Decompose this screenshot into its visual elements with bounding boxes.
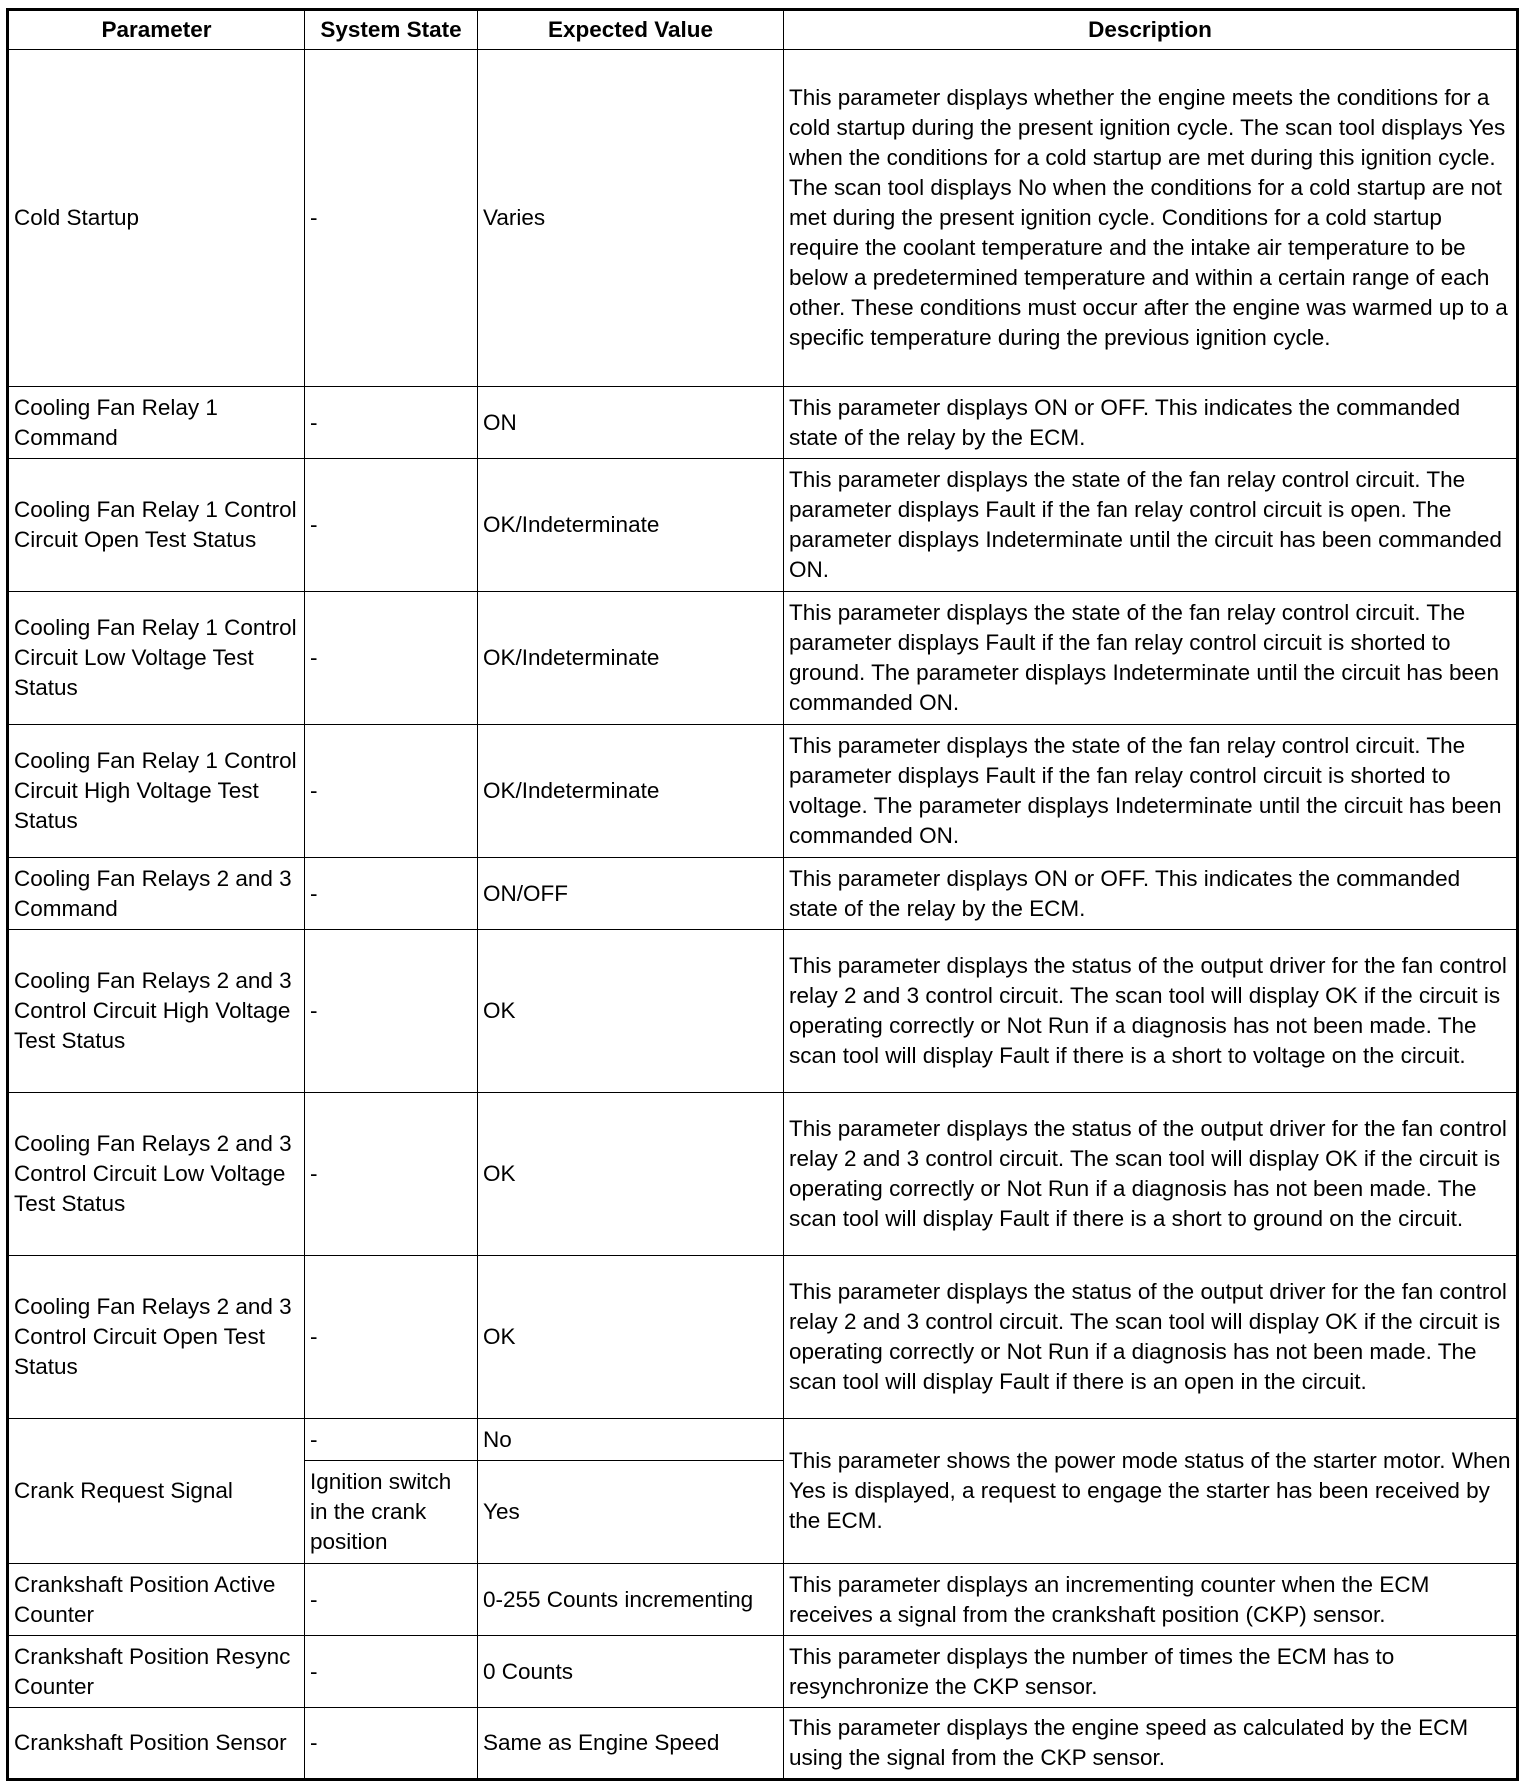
parameter-cell: Crank Request Signal (8, 1419, 305, 1564)
expected-value-cell: OK/Indeterminate (478, 592, 784, 725)
description-cell: This parameter displays the status of the output driver for the fan control relay 2 and 3 control circuit. The scan tool will display OK if the circuit is operating correctly or Not Run if a diagnosis has not been made. The scan tool will display Fault if there is a short to ground on the circuit. (784, 1093, 1518, 1256)
system-state-cell: - (305, 725, 478, 858)
parameter-cell: Crankshaft Position Sensor (8, 1708, 305, 1780)
description-cell: This parameter displays an incrementing counter when the ECM receives a signal from the crankshaft position (CKP) sensor. (784, 1564, 1518, 1636)
expected-value-cell: OK (478, 1256, 784, 1419)
system-state-cell: - (305, 1636, 478, 1708)
expected-value-cell: OK (478, 930, 784, 1093)
system-state-cell: - (305, 930, 478, 1093)
parameter-cell: Crankshaft Position Resync Counter (8, 1636, 305, 1708)
document-page (6, 8, 1519, 1781)
parameter-cell: Cooling Fan Relay 1 Control Circuit Low Voltage Test Status (8, 592, 305, 725)
parameter-cell: Cooling Fan Relays 2 and 3 Command (8, 858, 305, 930)
expected-value-cell: OK (478, 1093, 784, 1256)
parameter-cell: Cooling Fan Relays 2 and 3 Control Circuit High Voltage Test Status (8, 930, 305, 1093)
description-cell: This parameter displays the status of the output driver for the fan control relay 2 and 3 control circuit. The scan tool will display OK if the circuit is operating correctly or Not Run if a diagnosis has not been made. The scan tool will display Fault if there is an open in the circuit. (784, 1256, 1518, 1419)
expected-value-cell: OK/Indeterminate (478, 725, 784, 858)
table-row (8, 592, 1518, 725)
table-row (8, 1256, 1518, 1419)
system-state-cell: - (305, 50, 478, 387)
parameter-cell: Cooling Fan Relay 1 Command (8, 387, 305, 459)
description-cell: This parameter displays the status of the output driver for the fan control relay 2 and 3 control circuit. The scan tool will display OK if the circuit is operating correctly or Not Run if a diagnosis has not been made. The scan tool will display Fault if there is a short to voltage on the circuit. (784, 930, 1518, 1093)
expected-value-cell: Same as Engine Speed (478, 1708, 784, 1780)
expected-value-cell: Yes (478, 1461, 784, 1564)
header-description: Description (784, 10, 1518, 50)
parameter-table (6, 8, 1519, 1781)
system-state-cell: - (305, 592, 478, 725)
description-cell: This parameter displays the state of the fan relay control circuit. The parameter displays Fault if the fan relay control circuit is open. The parameter displays Indeterminate until the circuit has been commanded ON. (784, 459, 1518, 592)
table-row (8, 1708, 1518, 1780)
system-state-cell: - (305, 1708, 478, 1780)
parameter-cell: Cooling Fan Relays 2 and 3 Control Circuit Low Voltage Test Status (8, 1093, 305, 1256)
parameter-cell: Crankshaft Position Active Counter (8, 1564, 305, 1636)
expected-value-cell: 0 Counts (478, 1636, 784, 1708)
description-cell: This parameter displays the number of times the ECM has to resynchronize the CKP sensor. (784, 1636, 1518, 1708)
description-cell: This parameter displays ON or OFF. This indicates the commanded state of the relay by the ECM. (784, 858, 1518, 930)
description-cell: This parameter shows the power mode status of the starter motor. When Yes is displayed, a request to engage the starter has been received by the ECM. (784, 1419, 1518, 1564)
description-cell: This parameter displays the state of the fan relay control circuit. The parameter displays Fault if the fan relay control circuit is shorted to voltage. The parameter displays Indeterminate until the circuit has been commanded ON. (784, 725, 1518, 858)
system-state-cell: - (305, 459, 478, 592)
description-cell: This parameter displays the state of the fan relay control circuit. The parameter displays Fault if the fan relay control circuit is shorted to ground. The parameter displays Indeterminate until the circuit has been commanded ON. (784, 592, 1518, 725)
table-row (8, 459, 1518, 592)
expected-value-cell: Varies (478, 50, 784, 387)
expected-value-cell: No (478, 1419, 784, 1461)
system-state-cell: - (305, 387, 478, 459)
header-parameter: Parameter (8, 10, 305, 50)
system-state-cell: - (305, 1564, 478, 1636)
header-expected-value: Expected Value (478, 10, 784, 50)
system-state-cell: - (305, 1093, 478, 1256)
table-row (8, 1564, 1518, 1636)
header-system-state: System State (305, 10, 478, 50)
parameter-cell: Cooling Fan Relay 1 Control Circuit High Voltage Test Status (8, 725, 305, 858)
expected-value-cell: OK/Indeterminate (478, 459, 784, 592)
table-header-row (8, 10, 1518, 50)
table-row (8, 50, 1518, 387)
expected-value-cell: ON/OFF (478, 858, 784, 930)
system-state-cell: - (305, 858, 478, 930)
table-row (8, 858, 1518, 930)
parameter-cell: Cold Startup (8, 50, 305, 387)
description-cell: This parameter displays the engine speed as calculated by the ECM using the signal from the CKP sensor. (784, 1708, 1518, 1780)
system-state-cell: - (305, 1419, 478, 1461)
expected-value-cell: ON (478, 387, 784, 459)
description-cell: This parameter displays whether the engine meets the conditions for a cold startup during the present ignition cycle. The scan tool displays Yes when the conditions for a cold startup are met during this ignition cycle. The scan tool displays No when the conditions for a cold startup are not met during the present ignition cycle. Conditions for a cold startup require the coolant temperature and the intake air temperature to be below a predetermined temperature and within a certain range of each other. These conditions must occur after the engine was warmed up to a specific temperature during the previous ignition cycle. (784, 50, 1518, 387)
parameter-cell: Cooling Fan Relays 2 and 3 Control Circuit Open Test Status (8, 1256, 305, 1419)
table-row (8, 1093, 1518, 1256)
table-row (8, 1636, 1518, 1708)
table-row (8, 930, 1518, 1093)
table-row (8, 1419, 1518, 1461)
expected-value-cell: 0-255 Counts incrementing (478, 1564, 784, 1636)
system-state-cell: Ignition switch in the crank position (305, 1461, 478, 1564)
table-row (8, 725, 1518, 858)
description-cell: This parameter displays ON or OFF. This indicates the commanded state of the relay by the ECM. (784, 387, 1518, 459)
table-row (8, 387, 1518, 459)
system-state-cell: - (305, 1256, 478, 1419)
parameter-cell: Cooling Fan Relay 1 Control Circuit Open Test Status (8, 459, 305, 592)
